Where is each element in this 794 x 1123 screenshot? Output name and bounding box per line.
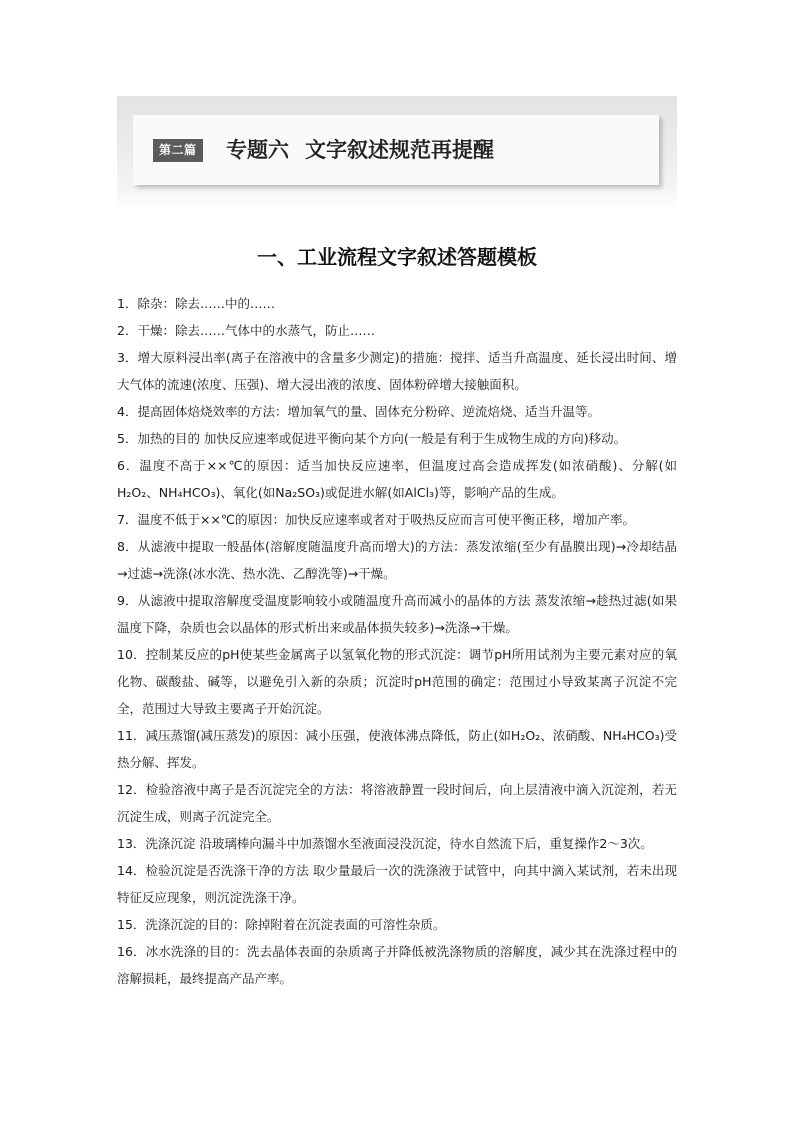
list-item: 16．冰水洗涤的目的：洗去晶体表面的杂质离子并降低被洗涤物质的溶解度，减少其在洗涤过程中的溶解损耗，最终提高产品产率。 <box>117 944 677 986</box>
list-item: 4．提高固体焙烧效率的方法：增加氧气的量、固体充分粉碎、逆流焙烧、适当升温等。 <box>117 404 600 419</box>
topic-label: 专题六 <box>226 138 289 162</box>
title-card <box>133 115 659 185</box>
item-list <box>117 290 677 992</box>
list-item: 6．温度不高于××℃的原因：适当加快反应速率，但温度过高会造成挥发(如浓硝酸)、分解(如H₂O₂、NH₄HCO₃)、氧化(如Na₂SO₃)或促进水解(如AlCl₃)等，影响产品的生成。 <box>117 458 677 500</box>
list-item: 3．增大原料浸出率(离子在溶液中的含量多少测定)的措施：搅拌、适当升高温度、延长浸出时间、增大气体的流速(浓度、压强)、增大浸出液的浓度、固体粉碎增大接触面积。 <box>117 350 677 392</box>
page-title <box>226 134 494 166</box>
list-item: 8．从滤液中提取一般晶体(溶解度随温度升高而增大)的方法：蒸发浓缩(至少有晶膜出现)→冷却结晶→过滤→洗涤(冰水洗、热水洗、乙醇洗等)→干燥。 <box>117 539 677 581</box>
list-item: 9．从滤液中提取溶解度受温度影响较小或随温度升高而减小的晶体的方法 蒸发浓缩→趁热过滤(如果温度下降，杂质也会以晶体的形式析出来或晶体损失较多)→洗涤→干燥。 <box>117 593 677 635</box>
list-item: 10．控制某反应的pH使某些金属离子以氢氧化物的形式沉淀：调节pH所用试剂为主要元素对应的氧化物、碳酸盐、碱等，以避免引入新的杂质；沉淀时pH范围的确定：范围过小导致某离子沉淀不完全，范围过大导致主要离子开始沉淀。 <box>117 647 677 716</box>
title-text: 文字叙述规范再提醒 <box>305 138 494 162</box>
list-item: 15．洗涤沉淀的目的：除掉附着在沉淀表面的可溶性杂质。 <box>117 917 446 932</box>
list-item: 12．检验溶液中离子是否沉淀完全的方法：将溶液静置一段时间后，向上层清液中滴入沉淀剂，若无沉淀生成，则离子沉淀完全。 <box>117 782 677 824</box>
list-item: 1．除杂：除去……中的…… <box>117 296 275 311</box>
list-item: 5．加热的目的 加快反应速率或促进平衡向某个方向(一般是有利于生成物生成的方向)移动。 <box>117 431 627 446</box>
list-item: 7．温度不低于××℃的原因：加快反应速率或者对于吸热反应而言可使平衡正移，增加产率。 <box>117 512 635 527</box>
list-item: 14．检验沉淀是否洗涤干净的方法 取少量最后一次的洗涤液于试管中，向其中滴入某试剂，若未出现特征反应现象，则沉淀洗涤干净。 <box>117 863 677 905</box>
section-heading: 一、工业流程文字叙述答题模板 <box>257 245 537 269</box>
list-item: 2．干燥：除去……气体中的水蒸气，防止…… <box>117 323 375 338</box>
list-item: 11．减压蒸馏(减压蒸发)的原因：减小压强，使液体沸点降低，防止(如H₂O₂、浓硝酸、NH₄HCO₃)受热分解、挥发。 <box>117 728 677 770</box>
list-item: 13．洗涤沉淀 沿玻璃棒向漏斗中加蒸馏水至液面浸没沉淀，待水自然流下后，重复操作2～3次。 <box>117 836 653 851</box>
section-badge: 第二篇 <box>153 139 203 162</box>
